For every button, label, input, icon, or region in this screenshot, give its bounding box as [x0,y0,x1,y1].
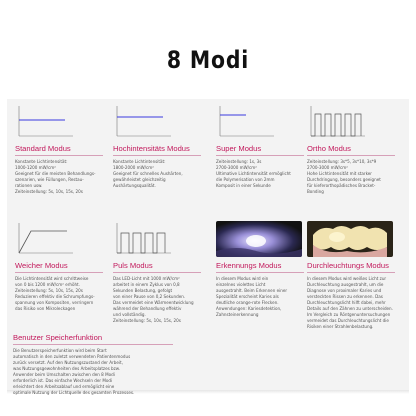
mode-card-hochintensitaet [113,104,205,189]
mode-description: Zeiteinstellung: 3s*5, 3s*10, 3s*9 2700-3000 mW/cm² Hohe Lichtintensität mit starker Durchdringung, besonders geeignet für kieferorthopädisches Bracket- Bonding [307,159,381,194]
divider [307,155,395,156]
divider [113,155,201,156]
mode-title: Durchleuchtungs Modus [307,261,389,270]
mode-description: Das LED-Licht mit 1000 mW/cm² arbeitet in einem Zyklus von 0,8 Sekunden Belastung, gefolgt von einer Pause von 0,2 Sekunden. Das vermeidet eine Wärmeentwicklung während der Behandlung effektiv und vollständig. Zeiteinstellung: 5s, 10s, 15s, 20s [113,276,194,323]
transillumination-photo-icon [307,221,393,257]
divider [307,272,395,273]
divider [113,272,201,273]
mode-title: Weicher Modus [15,261,68,270]
mode-description: In diesem Modus wird ein einzelnes violettes Licht ausgestrahlt. Beim Erkennen einer Spezialität erscheint Karies als deutliche orange-rote Flecken. Anwendungen: Kariesdetektion, Zahnsteinerkennung [216,276,288,317]
mode-card-super [216,104,308,189]
memory-title: Benutzer Speicherfunktion [13,333,103,342]
mode-description: Konstante Lichtintensität: 1000-1200 mW/cm² Geeignet für die meisten Behandlungs- szenarien, wie Füllungen, Restau- rationen usw. Zeiteinstellung: 5s, 10s, 15s, 20s [15,159,96,194]
mode-description: Konstante Lichtintensität: 1800-2000 mW/cm² Geeignet für schnelles Aushärten, gewährleistet gleichzeitig Aushärtungsqualität. [113,159,183,188]
detection-photo-icon [216,221,302,257]
mode-card-weich [15,221,107,312]
mode-title: Super Modus [216,144,262,153]
graph-pulse-icon [113,221,173,257]
divider [216,155,304,156]
mode-description: Zeiteinstellung: 1s, 3s 2700-3000 mW/cm² Ultimative Lichtintensität ermöglicht die Polymerisation von 2mm Komposit in einer Sekunde [216,159,291,188]
mode-title: Standard Modus [15,144,71,153]
graph-ortho-pulses-icon [307,104,367,140]
mode-title: Puls Modus [113,261,153,270]
mode-card-erkennung [216,221,308,318]
graph-soft-ramp-icon [15,221,75,257]
divider [15,155,103,156]
divider [15,272,103,273]
mode-title: Erkennungs Modus [216,261,282,270]
memory-description: Die Benutzerspeicherfunktion wird beim Start automatisch in den zuletzt verwendeten Patientenmodus zurück versetzt. Auf den Nutzungszustand der Arbeit, was Nutzungsgewohnheiten des Arbeitsplatzes bzw. Anwender beim Umschalten zwischen den 8 Modi erforderlich ist. Das einfache Wechseln der Modi erleichtert den Arbeitsablauf und ermöglicht eine optimale Nutzung der Lichtquelle des gesamten Prozesses. [13,348,135,395]
mode-card-standard [15,104,107,195]
divider [216,272,304,273]
graph-constant-intensity-icon [15,104,75,140]
memory-function-section [13,329,183,396]
graph-high-intensity-icon [113,104,173,140]
mode-card-ortho [307,104,399,195]
divider [13,344,173,345]
mode-description: Die Lichtintensität wird schrittweise von 0 bis 1200 mW/cm² erhöht. Zeiteinstellung: 5s, 10s, 15s, 20s Reduzieren effektiv die Schrumpfungs- spannung von Kompositen, verringern das Risiko von Mikroleckagen [15,276,95,311]
page-title: 8 Modi [166,46,250,74]
mode-title: Hochintensitäts Modus [113,144,190,153]
mode-title: Ortho Modus [307,144,351,153]
mode-description: In diesem Modus wird weißes Licht zur Durchleuchtung ausgestrahlt, um die Diagnose von proximaler Karies und versteckten Rissen zu erkennen. Das Durchleuchtungslicht hilft dabei, mehr Details auf den Zähnen zu unterscheiden. Im Vergleich zu Röntgenuntersuchungen vermeidet das Durchleuchtungslicht die Risiken einer Strahlenbelastung. [307,276,393,329]
mode-card-puls [113,221,205,324]
mode-card-durchleuchtung [307,221,399,330]
graph-super-intensity-icon [216,104,276,140]
